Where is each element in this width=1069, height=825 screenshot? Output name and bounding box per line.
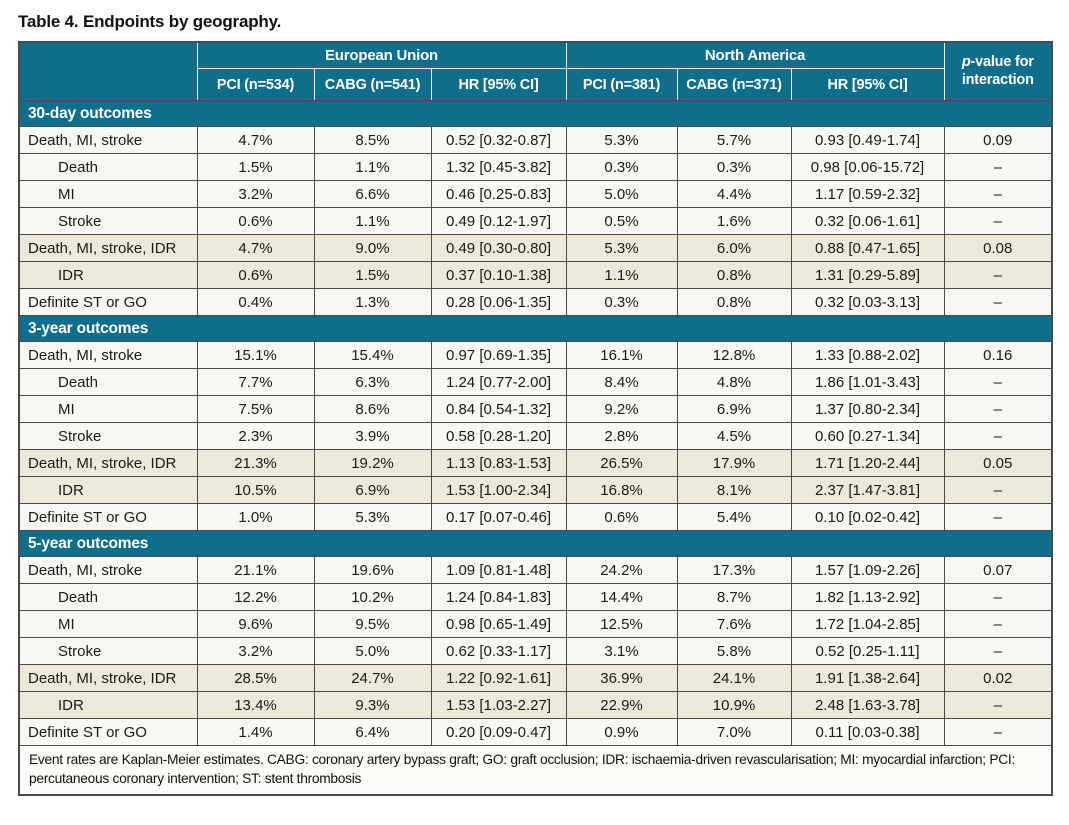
table-row (19, 665, 1052, 692)
value-cell: – (944, 289, 1052, 316)
value-cell: 2.48 [1.63-3.78] (791, 692, 944, 719)
value-cell: 0.98 [0.65-1.49] (431, 611, 566, 638)
value-cell: – (944, 692, 1052, 719)
subheader-eu-pci: PCI (n=534) (197, 69, 314, 101)
endpoint-cell: Death (19, 154, 197, 181)
section-label: 3-year outcomes (19, 316, 1052, 342)
table-footnote: Event rates are Kaplan-Meier estimates. CABG: coronary artery bypass graft; GO: graft occlusion; IDR: ischaemia-driven revascularisation; MI: myocardial infarction; PCI: percutaneous coronary intervention; ST: stent thrombosis (19, 746, 1052, 796)
value-cell: – (944, 369, 1052, 396)
table-row (19, 477, 1052, 504)
value-cell: 1.53 [1.03-2.27] (431, 692, 566, 719)
value-cell: 0.3% (566, 289, 677, 316)
value-cell: 0.52 [0.25-1.11] (791, 638, 944, 665)
value-cell: – (944, 181, 1052, 208)
value-cell: 3.9% (314, 423, 431, 450)
value-cell: 0.3% (566, 154, 677, 181)
value-cell: 26.5% (566, 450, 677, 477)
table-row (19, 423, 1052, 450)
value-cell: 10.2% (314, 584, 431, 611)
endpoint-cell: Stroke (19, 208, 197, 235)
table-row (19, 289, 1052, 316)
group-header-north-america: North America (566, 42, 944, 69)
value-cell: 9.2% (566, 396, 677, 423)
value-cell: – (944, 154, 1052, 181)
pvalue-interaction-header (944, 42, 1052, 101)
value-cell: 0.6% (197, 262, 314, 289)
value-cell: 6.3% (314, 369, 431, 396)
value-cell: 5.8% (677, 638, 791, 665)
subheader-eu-cabg: CABG (n=541) (314, 69, 431, 101)
section-header-row (19, 101, 1052, 127)
table-body (19, 101, 1052, 746)
table-row (19, 181, 1052, 208)
value-cell: 0.8% (677, 262, 791, 289)
value-cell: 0.3% (677, 154, 791, 181)
value-cell: 7.5% (197, 396, 314, 423)
value-cell: 12.5% (566, 611, 677, 638)
value-cell: 0.08 (944, 235, 1052, 262)
value-cell: 24.2% (566, 557, 677, 584)
value-cell: 0.98 [0.06-15.72] (791, 154, 944, 181)
footnote-row (19, 746, 1052, 796)
table-row (19, 638, 1052, 665)
subheader-na-cabg: CABG (n=371) (677, 69, 791, 101)
value-cell: 21.1% (197, 557, 314, 584)
subheader-na-pci: PCI (n=381) (566, 69, 677, 101)
value-cell: 9.0% (314, 235, 431, 262)
value-cell: 8.4% (566, 369, 677, 396)
value-cell: 4.7% (197, 235, 314, 262)
value-cell: 1.53 [1.00-2.34] (431, 477, 566, 504)
value-cell: 0.5% (566, 208, 677, 235)
value-cell: 0.49 [0.12-1.97] (431, 208, 566, 235)
value-cell: 1.22 [0.92-1.61] (431, 665, 566, 692)
value-cell: 36.9% (566, 665, 677, 692)
value-cell: 14.4% (566, 584, 677, 611)
value-cell: 0.20 [0.09-0.47] (431, 719, 566, 746)
value-cell: 1.57 [1.09-2.26] (791, 557, 944, 584)
value-cell: 0.32 [0.06-1.61] (791, 208, 944, 235)
value-cell: 0.97 [0.69-1.35] (431, 342, 566, 369)
pvalue-header-line1: p-value for (961, 54, 1034, 71)
value-cell: 9.3% (314, 692, 431, 719)
value-cell: 6.9% (314, 477, 431, 504)
value-cell: 28.5% (197, 665, 314, 692)
endpoint-cell: Death (19, 584, 197, 611)
endpoint-cell: IDR (19, 262, 197, 289)
value-cell: 15.1% (197, 342, 314, 369)
value-cell: 5.0% (566, 181, 677, 208)
value-cell: 7.0% (677, 719, 791, 746)
corner-cell (19, 42, 197, 101)
value-cell: 1.09 [0.81-1.48] (431, 557, 566, 584)
value-cell: 5.3% (566, 235, 677, 262)
value-cell: 1.82 [1.13-2.92] (791, 584, 944, 611)
endpoint-cell: Death, MI, stroke (19, 342, 197, 369)
value-cell: 8.7% (677, 584, 791, 611)
endpoint-cell: MI (19, 181, 197, 208)
value-cell: 1.37 [0.80-2.34] (791, 396, 944, 423)
table-row (19, 369, 1052, 396)
endpoint-cell: IDR (19, 692, 197, 719)
subheader-eu-hr: HR [95% CI] (431, 69, 566, 101)
value-cell: 2.3% (197, 423, 314, 450)
value-cell: 1.5% (314, 262, 431, 289)
table-row (19, 342, 1052, 369)
section-header-row (19, 316, 1052, 342)
value-cell: 24.7% (314, 665, 431, 692)
value-cell: – (944, 396, 1052, 423)
endpoint-cell: Death, MI, stroke (19, 557, 197, 584)
value-cell: 2.37 [1.47-3.81] (791, 477, 944, 504)
value-cell: 1.31 [0.29-5.89] (791, 262, 944, 289)
value-cell: 1.86 [1.01-3.43] (791, 369, 944, 396)
value-cell: 5.3% (314, 504, 431, 531)
group-header-row (19, 42, 1052, 69)
value-cell: 6.4% (314, 719, 431, 746)
value-cell: – (944, 504, 1052, 531)
value-cell: 0.46 [0.25-0.83] (431, 181, 566, 208)
value-cell: 0.52 [0.32-0.87] (431, 127, 566, 154)
value-cell: 8.1% (677, 477, 791, 504)
table-row (19, 235, 1052, 262)
value-cell: 1.33 [0.88-2.02] (791, 342, 944, 369)
value-cell: – (944, 262, 1052, 289)
value-cell: 4.7% (197, 127, 314, 154)
endpoint-cell: MI (19, 611, 197, 638)
value-cell: 16.1% (566, 342, 677, 369)
endpoint-cell: Definite ST or GO (19, 289, 197, 316)
value-cell: 19.6% (314, 557, 431, 584)
table-header (19, 42, 1052, 101)
value-cell: 1.1% (314, 208, 431, 235)
value-cell: 6.0% (677, 235, 791, 262)
value-cell: 0.4% (197, 289, 314, 316)
value-cell: 0.16 (944, 342, 1052, 369)
value-cell: – (944, 611, 1052, 638)
value-cell: 8.5% (314, 127, 431, 154)
table-title: Table 4. Endpoints by geography. (18, 12, 282, 31)
value-cell: 1.6% (677, 208, 791, 235)
value-cell: – (944, 423, 1052, 450)
section-label: 5-year outcomes (19, 531, 1052, 557)
value-cell: 21.3% (197, 450, 314, 477)
table-row (19, 692, 1052, 719)
value-cell: 9.6% (197, 611, 314, 638)
value-cell: 5.7% (677, 127, 791, 154)
value-cell: – (944, 719, 1052, 746)
table-row (19, 262, 1052, 289)
table-row (19, 584, 1052, 611)
endpoint-cell: Definite ST or GO (19, 504, 197, 531)
value-cell: 1.32 [0.45-3.82] (431, 154, 566, 181)
value-cell: 6.9% (677, 396, 791, 423)
value-cell: 22.9% (566, 692, 677, 719)
value-cell: 0.07 (944, 557, 1052, 584)
value-cell: 0.02 (944, 665, 1052, 692)
value-cell: 9.5% (314, 611, 431, 638)
table-row (19, 557, 1052, 584)
value-cell: 5.0% (314, 638, 431, 665)
endpoint-cell: Death (19, 369, 197, 396)
value-cell: 0.28 [0.06-1.35] (431, 289, 566, 316)
value-cell: 1.24 [0.84-1.83] (431, 584, 566, 611)
endpoint-cell: Stroke (19, 423, 197, 450)
value-cell: 0.60 [0.27-1.34] (791, 423, 944, 450)
value-cell: 12.8% (677, 342, 791, 369)
value-cell: 7.6% (677, 611, 791, 638)
endpoint-cell: Stroke (19, 638, 197, 665)
value-cell: 1.5% (197, 154, 314, 181)
value-cell: 13.4% (197, 692, 314, 719)
value-cell: 6.6% (314, 181, 431, 208)
value-cell: 1.0% (197, 504, 314, 531)
value-cell: 4.8% (677, 369, 791, 396)
value-cell: 0.17 [0.07-0.46] (431, 504, 566, 531)
value-cell: 1.13 [0.83-1.53] (431, 450, 566, 477)
value-cell: 10.9% (677, 692, 791, 719)
value-cell: 15.4% (314, 342, 431, 369)
subheader-na-hr: HR [95% CI] (791, 69, 944, 101)
value-cell: 0.84 [0.54-1.32] (431, 396, 566, 423)
value-cell: 3.2% (197, 181, 314, 208)
table-row (19, 450, 1052, 477)
value-cell: 8.6% (314, 396, 431, 423)
value-cell: 0.6% (197, 208, 314, 235)
value-cell: – (944, 477, 1052, 504)
value-cell: 1.91 [1.38-2.64] (791, 665, 944, 692)
endpoint-cell: Death, MI, stroke (19, 127, 197, 154)
endpoint-cell: MI (19, 396, 197, 423)
value-cell: 7.7% (197, 369, 314, 396)
value-cell: 0.8% (677, 289, 791, 316)
value-cell: 0.11 [0.03-0.38] (791, 719, 944, 746)
value-cell: 19.2% (314, 450, 431, 477)
value-cell: 0.37 [0.10-1.38] (431, 262, 566, 289)
endpoint-cell: Death, MI, stroke, IDR (19, 235, 197, 262)
section-header-row (19, 531, 1052, 557)
value-cell: 1.3% (314, 289, 431, 316)
value-cell: 0.49 [0.30-0.80] (431, 235, 566, 262)
table-row (19, 127, 1052, 154)
value-cell: 5.4% (677, 504, 791, 531)
value-cell: – (944, 208, 1052, 235)
value-cell: 1.24 [0.77-2.00] (431, 369, 566, 396)
value-cell: 0.05 (944, 450, 1052, 477)
pvalue-header-line2: interaction (961, 71, 1034, 88)
value-cell: 17.9% (677, 450, 791, 477)
value-cell: 4.4% (677, 181, 791, 208)
value-cell: 0.93 [0.49-1.74] (791, 127, 944, 154)
value-cell: 24.1% (677, 665, 791, 692)
table-footer (19, 746, 1052, 796)
table-row (19, 396, 1052, 423)
group-header-european-union: European Union (197, 42, 566, 69)
value-cell: – (944, 638, 1052, 665)
endpoints-by-geography-table (18, 41, 1053, 796)
value-cell: 1.1% (566, 262, 677, 289)
table-row (19, 504, 1052, 531)
table-row (19, 611, 1052, 638)
endpoint-cell: Death, MI, stroke, IDR (19, 450, 197, 477)
value-cell: 17.3% (677, 557, 791, 584)
value-cell: 1.4% (197, 719, 314, 746)
value-cell: 0.58 [0.28-1.20] (431, 423, 566, 450)
section-label: 30-day outcomes (19, 101, 1052, 127)
value-cell: 1.71 [1.20-2.44] (791, 450, 944, 477)
value-cell: 1.17 [0.59-2.32] (791, 181, 944, 208)
value-cell: 2.8% (566, 423, 677, 450)
value-cell: 0.10 [0.02-0.42] (791, 504, 944, 531)
value-cell: 3.1% (566, 638, 677, 665)
value-cell: 3.2% (197, 638, 314, 665)
value-cell: 0.9% (566, 719, 677, 746)
value-cell: 0.09 (944, 127, 1052, 154)
value-cell: 0.88 [0.47-1.65] (791, 235, 944, 262)
value-cell: 16.8% (566, 477, 677, 504)
table-row (19, 719, 1052, 746)
value-cell: 10.5% (197, 477, 314, 504)
value-cell: 0.6% (566, 504, 677, 531)
value-cell: 0.62 [0.33-1.17] (431, 638, 566, 665)
endpoint-cell: Definite ST or GO (19, 719, 197, 746)
endpoint-cell: Death, MI, stroke, IDR (19, 665, 197, 692)
value-cell: 1.1% (314, 154, 431, 181)
value-cell: – (944, 584, 1052, 611)
value-cell: 5.3% (566, 127, 677, 154)
table-row (19, 208, 1052, 235)
value-cell: 1.72 [1.04-2.85] (791, 611, 944, 638)
value-cell: 12.2% (197, 584, 314, 611)
value-cell: 4.5% (677, 423, 791, 450)
endpoint-cell: IDR (19, 477, 197, 504)
value-cell: 0.32 [0.03-3.13] (791, 289, 944, 316)
table-row (19, 154, 1052, 181)
